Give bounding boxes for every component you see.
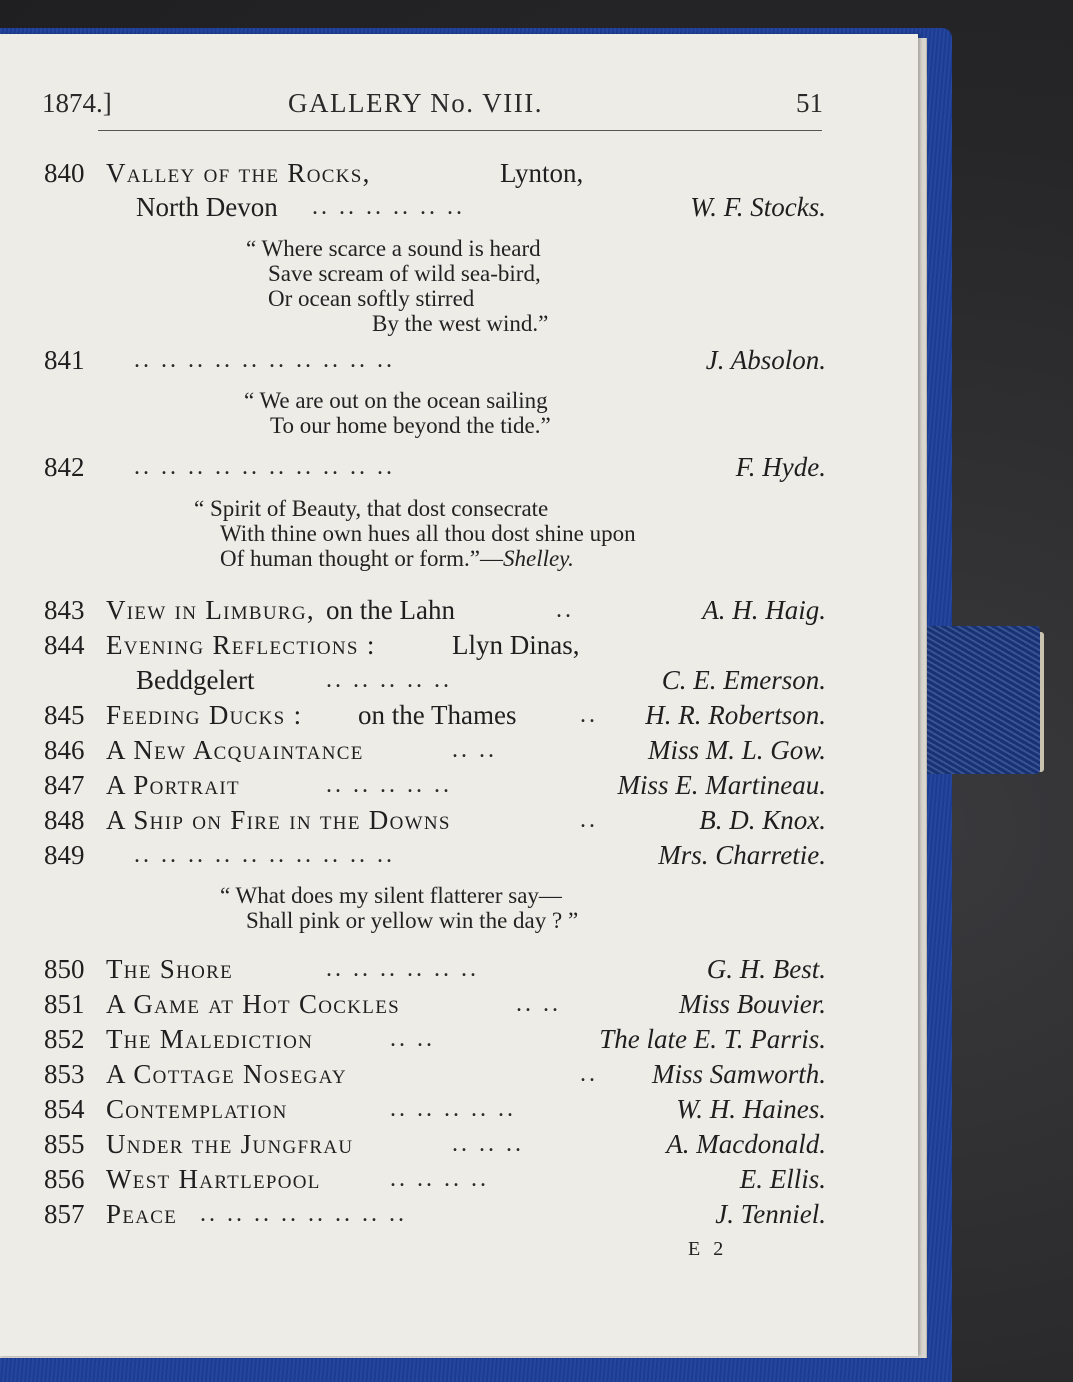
leader-dots: .. .. .. .. — [390, 1166, 489, 1192]
leader-dots: .. .. .. — [452, 1131, 524, 1157]
entry-artist: Miss Samworth. — [651, 1059, 826, 1089]
quote-line: “ Where scarce a sound is heard — [246, 236, 541, 261]
entry-title: Peace — [106, 1199, 178, 1229]
entry-number: 852 — [44, 1024, 85, 1054]
entry-number: 853 — [44, 1059, 85, 1089]
leader-dots: .. .. .. .. .. — [326, 772, 452, 798]
entry-number: 846 — [44, 735, 85, 765]
entry-artist: The late E. T. Parris. — [599, 1024, 826, 1054]
entry-title: The Malediction — [106, 1024, 314, 1054]
quote-line: Save scream of wild sea-bird, — [268, 261, 541, 286]
entry-title: View in Limburg, — [106, 595, 315, 625]
entry-title: A Cottage Nosegay — [106, 1059, 347, 1089]
entry-title-line2: Beddgelert — [136, 665, 255, 695]
entry-number: 849 — [44, 840, 85, 870]
entry-number: 840 — [44, 158, 85, 188]
bookmark-ribbon — [922, 626, 1040, 774]
leader-dots: .. .. .. .. .. .. .. .. .. .. — [134, 454, 395, 480]
quote-line: To our home beyond the tide.” — [270, 413, 551, 438]
entry-title: A Game at Hot Cockles — [106, 989, 400, 1019]
leader-dots: .. .. .. .. .. .. — [326, 956, 479, 982]
leader-dots: .. .. .. .. .. .. — [312, 194, 465, 220]
entry-artist: B. D. Knox. — [699, 805, 826, 835]
entry-artist: W. F. Stocks. — [690, 192, 826, 222]
entry-artist: W. H. Haines. — [676, 1094, 826, 1124]
leader-dots: .. — [580, 807, 598, 833]
entry-title: Evening Reflections : — [106, 630, 376, 660]
entry-number: 845 — [44, 700, 85, 730]
entry-title-cont: on the Thames — [358, 700, 517, 730]
leader-dots: .. .. .. .. .. .. .. .. .. .. — [134, 347, 395, 373]
quote-line: Of human thought or form.”—Shelley. — [220, 546, 574, 571]
entry-title: Valley of the Rocks, — [106, 158, 371, 188]
entry-artist: H. R. Robertson. — [645, 700, 826, 730]
entry-title-cont: Llyn Dinas, — [452, 630, 580, 660]
entry-title-line2: North Devon — [136, 192, 278, 222]
entry-number: 842 — [44, 452, 85, 482]
leader-dots: .. .. — [516, 991, 561, 1017]
entry-number: 841 — [44, 345, 85, 375]
entry-artist: J. Absolon. — [705, 345, 826, 375]
entry-artist: A. Macdonald. — [666, 1129, 826, 1159]
leader-dots: .. .. — [390, 1026, 435, 1052]
entry-number: 851 — [44, 989, 85, 1019]
quote-line: By the west wind.” — [372, 311, 549, 336]
quote-attribution: Shelley. — [502, 546, 574, 571]
leader-dots: .. — [556, 597, 574, 623]
quote-line: Or ocean softly stirred — [268, 286, 475, 311]
entry-number: 856 — [44, 1164, 85, 1194]
quote-line: With thine own hues all thou dost shine upon — [220, 521, 636, 546]
header-rule — [98, 130, 822, 131]
quote-line: Shall pink or yellow win the day ? ” — [246, 908, 579, 933]
entry-artist: Miss E. Martineau. — [617, 770, 826, 800]
entry-title-cont: on the Lahn — [326, 595, 455, 625]
quote-line: “ We are out on the ocean sailing — [244, 388, 548, 413]
leader-dots: .. .. .. .. .. .. .. .. .. .. — [134, 842, 395, 868]
entry-number: 847 — [44, 770, 85, 800]
entry-artist: J. Tenniel. — [715, 1199, 826, 1229]
entry-title: The Shore — [106, 954, 234, 984]
entry-title: A Portrait — [106, 770, 240, 800]
leader-dots: .. — [580, 1061, 598, 1087]
entry-number: 854 — [44, 1094, 85, 1124]
entry-number: 850 — [44, 954, 85, 984]
entry-number: 857 — [44, 1199, 85, 1229]
entry-title: A Ship on Fire in the Downs — [106, 805, 451, 835]
leader-dots: .. — [580, 702, 598, 728]
header-year: 1874.] — [42, 88, 112, 118]
entry-artist: Miss Bouvier. — [679, 989, 826, 1019]
entry-title: Feeding Ducks : — [106, 700, 303, 730]
entry-artist: G. H. Best. — [706, 954, 826, 984]
entry-title: Under the Jungfrau — [106, 1129, 354, 1159]
entry-artist: Mrs. Charretie. — [658, 840, 826, 870]
entry-artist: E. Ellis. — [739, 1164, 826, 1194]
printer-signature: E 2 — [688, 1238, 728, 1260]
book-page — [0, 34, 918, 1356]
entry-artist: F. Hyde. — [735, 452, 826, 482]
quote-line: “ What does my silent flatterer say— — [220, 883, 562, 908]
entry-number: 848 — [44, 805, 85, 835]
entry-title: A New Acquaintance — [106, 735, 364, 765]
running-header — [0, 88, 918, 128]
page-number: 51 — [796, 88, 823, 118]
entry-artist: A. H. Haig. — [702, 595, 826, 625]
entry-artist: Miss M. L. Gow. — [647, 735, 826, 765]
entry-title: Contemplation — [106, 1094, 288, 1124]
entry-number: 855 — [44, 1129, 85, 1159]
entry-number: 844 — [44, 630, 85, 660]
entry-artist: C. E. Emerson. — [661, 665, 826, 695]
leader-dots: .. .. .. .. .. — [326, 667, 452, 693]
header-title: GALLERY No. VIII. — [288, 88, 543, 118]
quote-line: “ Spirit of Beauty, that dost consecrate — [194, 496, 549, 521]
leader-dots: .. .. — [452, 737, 497, 763]
entry-title-cont: Lynton, — [500, 158, 584, 188]
leader-dots: .. .. .. .. .. .. .. .. — [200, 1201, 407, 1227]
entry-title: West Hartlepool — [106, 1164, 321, 1194]
entry-number: 843 — [44, 595, 85, 625]
leader-dots: .. .. .. .. .. — [390, 1096, 516, 1122]
